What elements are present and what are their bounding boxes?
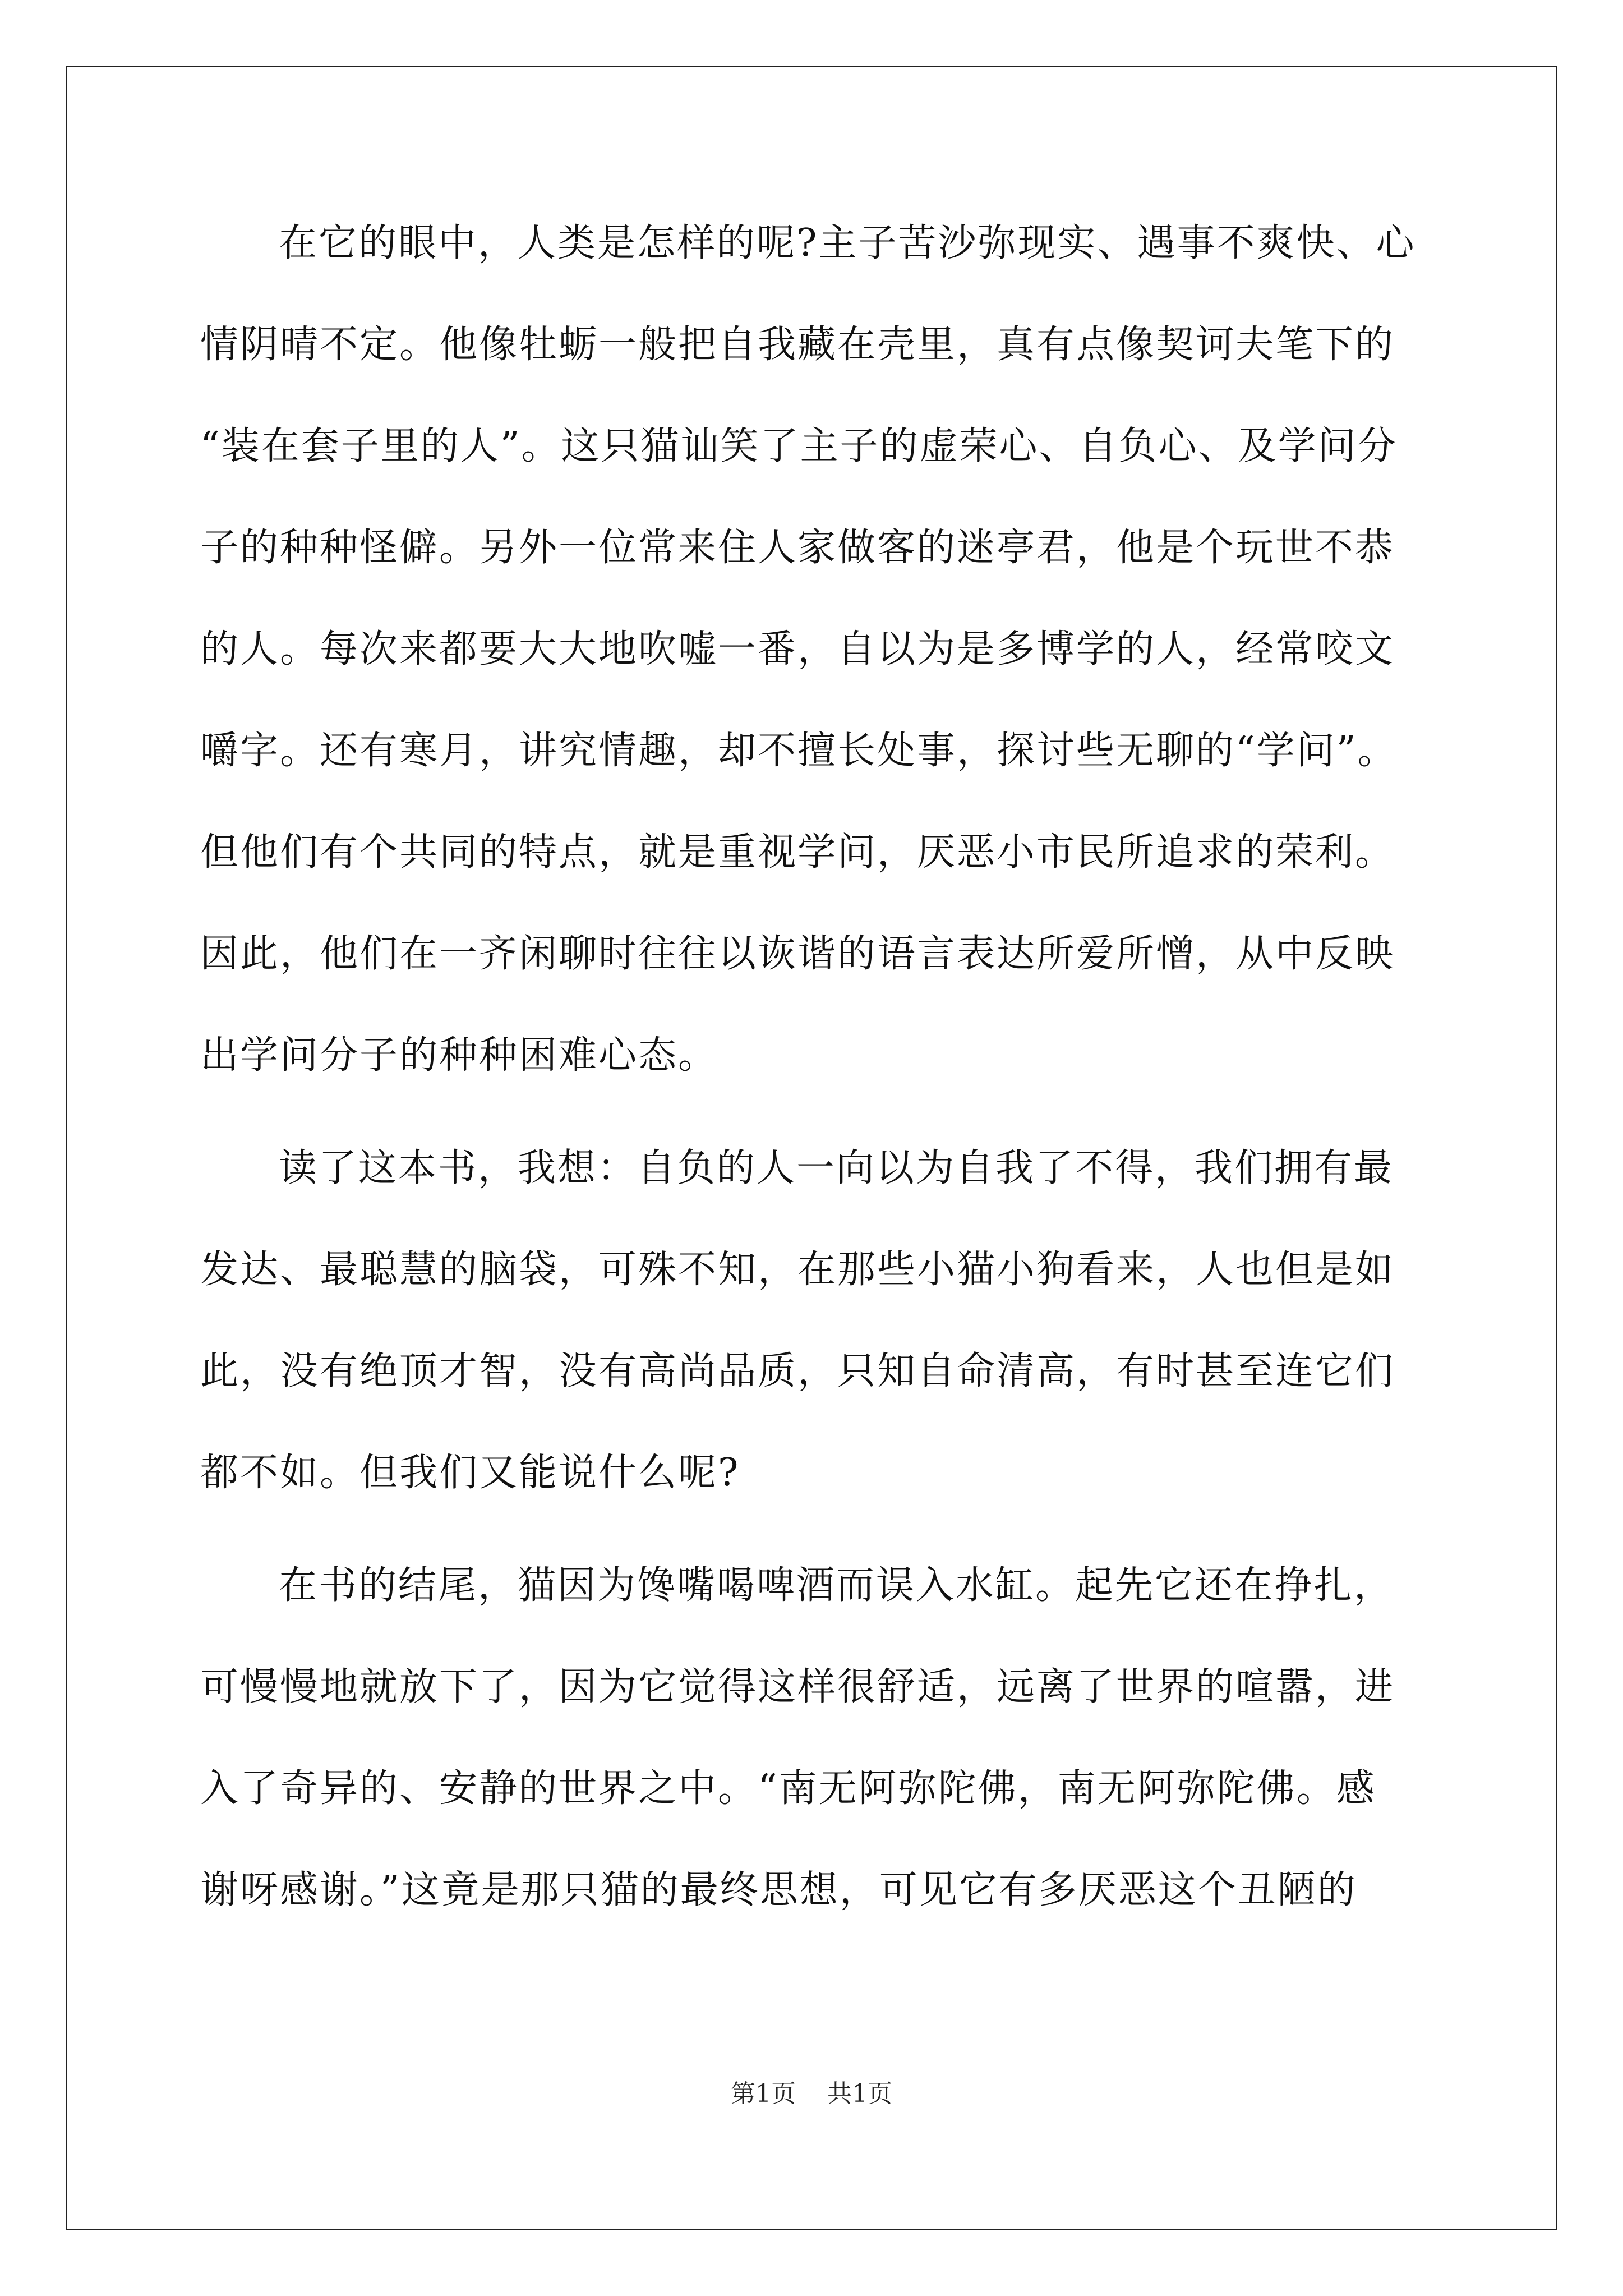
- paragraph-line: “装在套子里的人”。这只猫讪笑了主子的虚荣心、自负心、及学问分: [200, 424, 1398, 468]
- paragraph-line: 此，没有绝顶才智，没有高尚品质，只知自命清高，有时甚至连它们: [200, 1349, 1395, 1393]
- document-body: [200, 218, 1428, 1966]
- paragraph-line: 谢呀感谢。”这竟是那只猫的最终思想，可见它有多厌恶这个丑陋的: [200, 1868, 1357, 1912]
- paragraph-line: 情阴晴不定。他像牡蛎一般把自我藏在壳里，真有点像契诃夫笔下的: [200, 323, 1395, 367]
- paragraph-line: 因此，他们在一齐闲聊时往往以诙谐的语言表达所爱所憎，从中反映: [200, 932, 1395, 976]
- paragraph-line: 可慢慢地就放下了，因为它觉得这样很舒适，远离了世界的喧嚣，进: [200, 1665, 1395, 1709]
- page-total: 共1页: [827, 2079, 892, 2108]
- paragraph-line: 的人。每次来都要大大地吹嘘一番，自以为是多博学的人，经常咬文: [200, 627, 1395, 671]
- paragraph-line: 嚼字。还有寒月，讲究情趣，却不擅长处事，探讨些无聊的“学问”。: [200, 729, 1398, 773]
- page-footer: [0, 2080, 1623, 2108]
- paragraph-line: 但他们有个共同的特点，就是重视学问，厌恶小市民所追求的荣利。: [200, 830, 1395, 875]
- paragraph-line: 入了奇异的、安静的世界之中。“南无阿弥陀佛，南无阿弥陀佛。感: [200, 1766, 1376, 1811]
- paragraph-line: 出学问分子的种种困难心态。: [200, 1033, 718, 1078]
- paragraph-line: 子的种种怪僻。另外一位常来住人家做客的迷亭君，他是个玩世不恭: [200, 526, 1395, 570]
- paragraph-line: 都不如。但我们又能说什么呢?: [200, 1451, 740, 1495]
- paragraph-line: 发达、最聪慧的脑袋，可殊不知，在那些小猫小狗看来，人也但是如: [200, 1248, 1395, 1292]
- paragraph-line: 在书的结尾，猫因为馋嘴喝啤酒而误入水缸。起先它还在挣扎，: [279, 1563, 1394, 1608]
- paragraph-line: 读了这本书，我想：自负的人一向以为自我了不得，我们拥有最: [279, 1146, 1394, 1190]
- paragraph-line: 在它的眼中，人类是怎样的呢?主子苦沙弥现实、遇事不爽快、心: [279, 221, 1416, 265]
- page-number: 第1页: [731, 2079, 796, 2108]
